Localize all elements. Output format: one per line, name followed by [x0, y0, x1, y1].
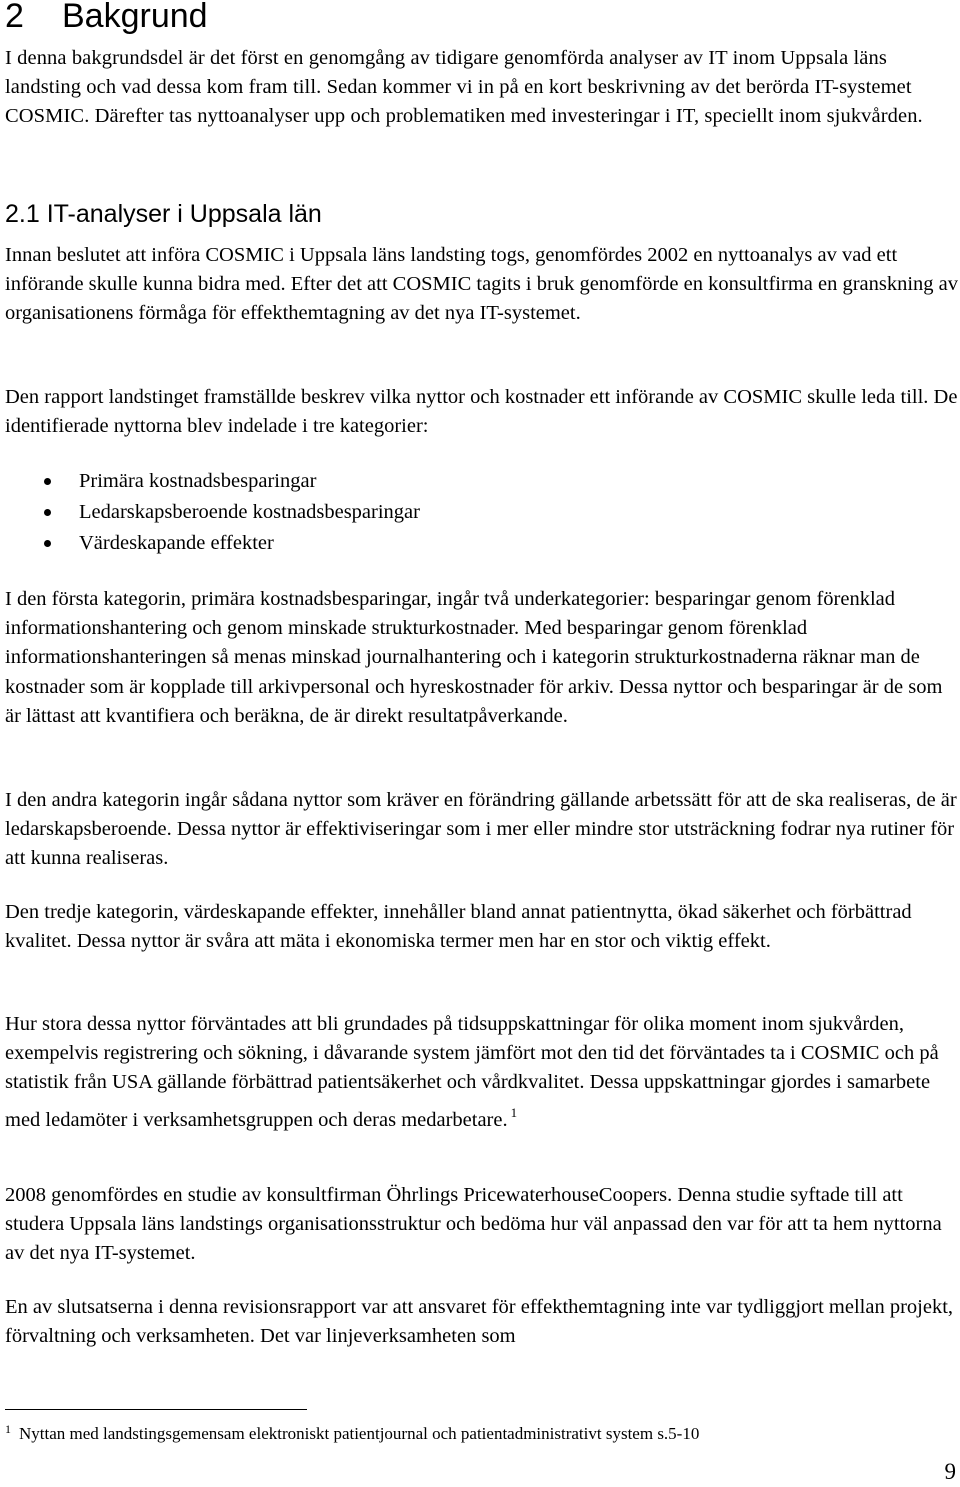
- chapter-number: 2: [5, 0, 24, 35]
- footnote: [5, 1418, 699, 1445]
- list-item-text: Värdeskapande effekter: [79, 532, 274, 554]
- list-item-text: Ledarskapsberoende kostnadsbesparingar: [79, 501, 420, 523]
- footnote-reference: 1: [510, 1104, 518, 1120]
- category-list: [5, 466, 420, 559]
- paragraph-uppskattningar-text: Hur stora dessa nyttor förväntades att bli grundades på tidsuppskattningar för olika moment inom sjukvården, exempelvis registrering och sökning, i dåvarande system jämfört mot den tid det förväntades ta i COSMIC och på statistik från USA gällande förbättrad patientsäkerhet och vårdkvalitet. Dessa uppskattningar gjordes i samarbete med ledamöter i verksamhetsgruppen och deras medarbetare.: [5, 1013, 939, 1131]
- paragraph-uppskattningar: [5, 1010, 960, 1135]
- paragraph-studie-2008: 2008 genomfördes en studie av konsultfirman Öhrlings PricewaterhouseCoopers. Denna studie syftade till att studera Uppsala läns landstings organisationsstruktur och bedöma hur väl anpassad den var för att ta hem nyttorna av det nya IT-systemet.: [5, 1184, 942, 1265]
- footnote-text: Nyttan med landstingsgemensam elektroniskt patientjournal och patientadministrativt system s.5-10: [19, 1424, 700, 1443]
- intro-paragraph: I denna bakgrundsdel är det först en genomgång av tidigare genomförda analyser av IT inom Uppsala läns landsting och vad dessa kom fram till. Sedan kommer vi in på en kort beskrivning av det berörda IT-systemet COSMIC. Därefter tas nyttoanalyser upp och problematiken med investeringar i IT, speciellt inom sjukvården.: [5, 47, 923, 128]
- list-item: [5, 528, 420, 559]
- paragraph-revisionsrapport: En av slutsatserna i denna revisionsrapport var att ansvaret för effekthemtagning inte var tydliggjort mellan projekt, förvaltning och verksamheten. Det var linjeverksamheten som: [5, 1296, 954, 1348]
- chapter-heading: [5, 0, 208, 38]
- list-item-text: Primära kostnadsbesparingar: [79, 470, 317, 492]
- paragraph-tredje-kategorin: Den tredje kategorin, värdeskapande effekter, innehåller bland annat patientnytta, ökad säkerhet och förbättrad kvalitet. Dessa nyttor är svåra att mäta i ekonomiska termer men har en stor och viktig effekt.: [5, 901, 912, 953]
- page-number: 9: [944, 1459, 956, 1484]
- bullet-icon: [44, 540, 51, 547]
- bullet-icon: [44, 509, 51, 516]
- footnote-separator: [5, 1409, 307, 1410]
- section-heading: 2.1 IT-analyser i Uppsala län: [5, 200, 322, 228]
- paragraph-nyttoanalys: Innan beslutet att införa COSMIC i Uppsala läns landsting togs, genomfördes 2002 en nyttoanalys av vad ett införande skulle kunna bidra med. Efter det att COSMIC tagits i bruk genomförde en konsultfirma en granskning av organisationens förmåga för effekthemtagning av det nya IT-systemet.: [5, 244, 959, 325]
- list-item: [5, 466, 420, 497]
- list-item: [5, 497, 420, 528]
- paragraph-forsta-kategorin: I den första kategorin, primära kostnadsbesparingar, ingår två underkategorier: besparingar genom förenklad informationshantering och genom minskade strukturkostnader. Med besparingar genom förenklad informationshanteringen så menas minskad journalhantering och i kategorin strukturkostnaderna räknar man de kostnader som är kopplade till arkivpersonal och hyreskostnader för arkiv. Dessa nyttor och besparingar är de som är lättast att kvantifiera och beräkna, de är direkt resultatpåverkande.: [5, 588, 943, 727]
- chapter-title: Bakgrund: [62, 0, 208, 35]
- footnote-number: 1: [5, 1422, 11, 1436]
- bullet-icon: [44, 478, 51, 485]
- paragraph-rapport: Den rapport landstinget framställde beskrev vilka nyttor och kostnader ett införande av COSMIC skulle leda till. De identifierade nyttorna blev indelade i tre kategorier:: [5, 386, 958, 438]
- paragraph-andra-kategorin: I den andra kategorin ingår sådana nyttor som kräver en förändring gällande arbetssätt för att de ska realiseras, de är ledarskapsberoende. Dessa nyttor är effektiviseringar som i mer eller mindre stor utsträckning fodrar nya rutiner för att kunna realiseras.: [5, 789, 957, 870]
